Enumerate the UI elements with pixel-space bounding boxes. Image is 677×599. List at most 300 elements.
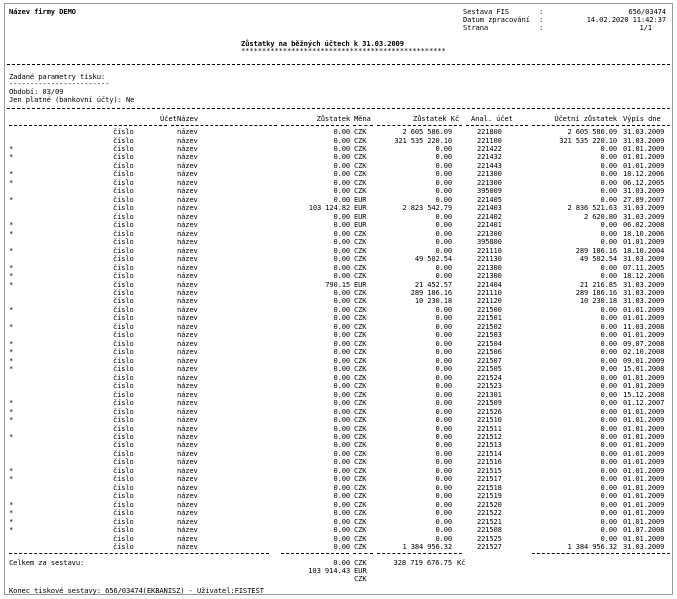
row-statement-date: 31.03.2009 <box>623 127 665 136</box>
row-accounting-balance: 1 384 956.32 <box>567 542 617 551</box>
row-statement-date: 01.01.2009 <box>623 330 665 340</box>
row-balance-czk: 0.00 <box>435 321 452 331</box>
row-currency: CZK <box>354 321 367 331</box>
row-accounting-balance: 289 186.16 <box>575 245 617 255</box>
row-accounting-balance: 0.00 <box>600 143 617 153</box>
row-accounting-balance: 0.00 <box>600 194 617 204</box>
row-accounting-balance: 0.00 <box>600 423 617 433</box>
row-currency: CZK <box>354 415 367 424</box>
row-accounting-balance: 0.00 <box>600 169 617 179</box>
row-account-name: název <box>177 482 198 492</box>
row-account-number: číslo <box>113 508 134 518</box>
row-flag: * <box>9 465 14 475</box>
row-currency: CZK <box>354 262 367 272</box>
row-accounting-balance: 0.00 <box>600 440 617 450</box>
row-account-number: číslo <box>113 491 134 501</box>
row-balance: 0.00 <box>333 321 350 331</box>
row-analytic-account: 221519 <box>477 491 502 501</box>
row-balance: 0.00 <box>333 516 350 526</box>
row-accounting-balance: 0.00 <box>600 381 617 391</box>
row-balance-czk: 0.00 <box>435 482 452 492</box>
row-balance-czk: 0.00 <box>435 177 452 187</box>
row-balance: 0.00 <box>333 152 350 162</box>
row-balance: 0.00 <box>333 135 350 145</box>
row-analytic-account: 221502 <box>477 321 502 331</box>
row-balance-czk: 0.00 <box>435 347 452 357</box>
row-statement-date: 31.03.2009 <box>623 254 665 264</box>
row-statement-date: 18.10.2004 <box>623 245 665 255</box>
processing-date-sep: : <box>539 15 544 24</box>
row-account-number: číslo <box>113 389 134 399</box>
row-account-number: číslo <box>113 127 134 136</box>
row-balance-czk: 0.00 <box>435 448 452 458</box>
row-currency: CZK <box>354 542 367 551</box>
row-account-name: název <box>177 262 198 272</box>
row-account-number: číslo <box>113 304 134 314</box>
row-analytic-account: 221501 <box>477 313 502 323</box>
row-account-name: název <box>177 398 198 407</box>
row-analytic-account: 221512 <box>477 431 502 441</box>
row-flag: * <box>9 262 14 272</box>
row-flag: * <box>9 245 14 255</box>
row-flag: * <box>9 279 14 289</box>
totals-kc-currency: Kč <box>457 558 466 567</box>
row-analytic-account: 221511 <box>477 423 502 433</box>
row-balance-czk: 21 452.57 <box>414 279 452 289</box>
totals-divider <box>9 553 269 554</box>
row-statement-date: 18.12.2006 <box>623 271 665 280</box>
row-accounting-balance: 0.00 <box>600 271 617 280</box>
row-statement-date: 27.09.2007 <box>623 194 665 204</box>
row-balance: 0.00 <box>333 211 350 221</box>
row-statement-date: 31.03.2009 <box>623 542 665 551</box>
page-number-label: Strana <box>463 23 489 32</box>
row-statement-date: 09.01.2009 <box>623 355 665 365</box>
row-currency: CZK <box>354 330 367 340</box>
row-balance-czk: 0.00 <box>435 152 452 162</box>
row-statement-date: 06.02.2008 <box>623 220 665 230</box>
row-currency: CZK <box>354 389 367 399</box>
row-account-number: číslo <box>113 313 134 323</box>
row-balance-czk: 0.00 <box>435 499 452 509</box>
row-analytic-account: 221300 <box>477 262 502 272</box>
row-currency: CZK <box>354 254 367 264</box>
row-balance: 0.00 <box>333 431 350 441</box>
row-currency: CZK <box>354 169 367 179</box>
row-balance: 0.00 <box>333 364 350 374</box>
row-statement-date: 02.10.2008 <box>623 347 665 357</box>
row-balance: 0.00 <box>333 160 350 170</box>
company-name: Název firmy DEMO <box>9 7 76 16</box>
column-underline <box>9 125 167 126</box>
row-accounting-balance: 2 620.80 <box>584 211 617 221</box>
row-balance: 0.00 <box>333 296 350 306</box>
row-account-name: název <box>177 415 198 424</box>
row-analytic-account: 221800 <box>477 127 502 136</box>
totals-label: Celkem za sestavu: <box>9 558 85 567</box>
row-account-number: číslo <box>113 271 134 280</box>
row-balance: 0.00 <box>333 465 350 475</box>
row-accounting-balance: 0.00 <box>600 457 617 467</box>
row-flag: * <box>9 347 14 357</box>
row-currency: CZK <box>354 237 367 247</box>
row-currency: CZK <box>354 465 367 475</box>
row-account-name: název <box>177 228 198 238</box>
row-balance: 0.00 <box>333 415 350 424</box>
row-balance: 0.00 <box>333 143 350 153</box>
row-analytic-account: 221518 <box>477 482 502 492</box>
row-account-name: název <box>177 491 198 501</box>
row-account-number: číslo <box>113 364 134 374</box>
row-accounting-balance: 0.00 <box>600 330 617 340</box>
row-balance-czk: 0.00 <box>435 372 452 382</box>
row-currency: CZK <box>354 533 367 543</box>
row-accounting-balance: 0.00 <box>600 499 617 509</box>
row-balance-czk: 0.00 <box>435 237 452 247</box>
row-flag: * <box>9 499 14 509</box>
row-accounting-balance: 0.00 <box>600 220 617 230</box>
row-account-number: číslo <box>113 287 134 297</box>
row-balance: 0.00 <box>333 372 350 382</box>
row-account-number: číslo <box>113 381 134 391</box>
row-analytic-account: 221517 <box>477 474 502 484</box>
row-accounting-balance: 0.00 <box>600 533 617 543</box>
row-account-name: název <box>177 330 198 340</box>
row-currency: CZK <box>354 440 367 450</box>
row-account-number: číslo <box>113 355 134 365</box>
row-statement-date: 15.01.2008 <box>623 364 665 374</box>
processing-date-value: 14.02.2020 11:42:37 <box>586 15 666 24</box>
row-analytic-account: 221405 <box>477 194 502 204</box>
row-balance-czk: 0.00 <box>435 381 452 391</box>
row-account-name: název <box>177 533 198 543</box>
row-account-name: název <box>177 338 198 348</box>
row-analytic-account: 221524 <box>477 372 502 382</box>
row-balance: 0.00 <box>333 254 350 264</box>
row-balance: 0.00 <box>333 542 350 551</box>
row-analytic-account: 221130 <box>477 254 502 264</box>
row-accounting-balance: 0.00 <box>600 364 617 374</box>
row-statement-date: 01.01.2009 <box>623 237 665 247</box>
row-statement-date: 01.01.2009 <box>623 313 665 323</box>
row-account-number: číslo <box>113 448 134 458</box>
row-analytic-account: 221404 <box>477 279 502 289</box>
row-account-number: číslo <box>113 160 134 170</box>
row-balance: 0.00 <box>333 398 350 407</box>
col-header-nazev: Název <box>177 114 198 123</box>
row-balance: 790.15 <box>325 279 350 289</box>
row-flag: * <box>9 304 14 314</box>
row-account-number: číslo <box>113 152 134 162</box>
row-flag: * <box>9 355 14 365</box>
row-statement-date: 01.01.2009 <box>623 143 665 153</box>
row-account-number: číslo <box>113 296 134 306</box>
row-currency: CZK <box>354 508 367 518</box>
row-balance-czk: 0.00 <box>435 228 452 238</box>
row-account-number: číslo <box>113 194 134 204</box>
row-account-number: číslo <box>113 186 134 196</box>
row-balance-czk: 0.00 <box>435 406 452 416</box>
row-analytic-account: 395800 <box>477 237 502 247</box>
column-underline <box>622 125 670 126</box>
row-currency: CZK <box>354 525 367 535</box>
row-flag: * <box>9 406 14 416</box>
row-balance-czk: 10 230.18 <box>414 296 452 306</box>
row-statement-date: 01.01.2009 <box>623 440 665 450</box>
row-statement-date: 01.01.2009 <box>623 516 665 526</box>
row-analytic-account: 221100 <box>477 135 502 145</box>
page-number-value: 1/1 <box>639 23 652 32</box>
row-statement-date: 01.01.2009 <box>623 465 665 475</box>
row-account-number: číslo <box>113 254 134 264</box>
row-balance-czk: 2 605 586.09 <box>402 127 452 136</box>
row-balance: 0.00 <box>333 338 350 348</box>
row-balance: 0.00 <box>333 287 350 297</box>
row-accounting-balance: 0.00 <box>600 491 617 501</box>
row-balance-czk: 0.00 <box>435 516 452 526</box>
row-account-name: název <box>177 525 198 535</box>
row-statement-date: 31.03.2009 <box>623 211 665 221</box>
row-accounting-balance: 49 502.54 <box>579 254 617 264</box>
row-currency: CZK <box>354 364 367 374</box>
row-balance-czk: 0.00 <box>435 389 452 399</box>
row-currency: CZK <box>354 127 367 136</box>
row-account-name: název <box>177 135 198 145</box>
row-account-number: číslo <box>113 440 134 450</box>
row-currency: CZK <box>354 347 367 357</box>
row-balance: 0.00 <box>333 127 350 136</box>
row-statement-date: 01.12.2007 <box>623 398 665 407</box>
col-header-ucet: Účet <box>160 114 177 123</box>
row-analytic-account: 221525 <box>477 533 502 543</box>
totals-divider <box>532 553 619 554</box>
row-accounting-balance: 0.00 <box>600 482 617 492</box>
row-accounting-balance: 289 186.16 <box>575 287 617 297</box>
row-flag: * <box>9 431 14 441</box>
col-header-anal-ucet: Anal. účet <box>471 114 513 123</box>
row-balance-czk: 0.00 <box>435 211 452 221</box>
row-accounting-balance: 0.00 <box>600 160 617 170</box>
row-account-number: číslo <box>113 279 134 289</box>
row-account-name: název <box>177 186 198 196</box>
totals-divider <box>353 553 373 554</box>
row-accounting-balance: 0.00 <box>600 516 617 526</box>
row-balance-czk: 0.00 <box>435 508 452 518</box>
row-account-name: název <box>177 457 198 467</box>
row-currency: EUR <box>354 220 367 230</box>
row-statement-date: 18.12.2006 <box>623 169 665 179</box>
row-accounting-balance: 0.00 <box>600 262 617 272</box>
row-currency: CZK <box>354 355 367 365</box>
row-analytic-account: 221110 <box>477 287 502 297</box>
row-account-name: název <box>177 372 198 382</box>
row-statement-date: 01.01.2009 <box>623 499 665 509</box>
row-statement-date: 01.01.2009 <box>623 381 665 391</box>
row-account-name: název <box>177 127 198 136</box>
row-analytic-account: 221300 <box>477 228 502 238</box>
report-id-label: Sestava FIS <box>463 7 509 16</box>
row-statement-date: 01.01.2009 <box>623 415 665 424</box>
row-account-name: název <box>177 169 198 179</box>
row-currency: CZK <box>354 177 367 187</box>
row-statement-date: 01.01.2009 <box>623 482 665 492</box>
row-accounting-balance: 10 230.18 <box>579 296 617 306</box>
row-accounting-balance: 0.00 <box>600 406 617 416</box>
row-analytic-account: 221510 <box>477 415 502 424</box>
row-account-number: číslo <box>113 533 134 543</box>
row-statement-date: 01.01.2009 <box>623 508 665 518</box>
row-balance-czk: 0.00 <box>435 313 452 323</box>
row-account-number: číslo <box>113 135 134 145</box>
row-balance-czk: 0.00 <box>435 431 452 441</box>
row-account-number: číslo <box>113 457 134 467</box>
row-account-number: číslo <box>113 220 134 230</box>
row-currency: CZK <box>354 372 367 382</box>
row-accounting-balance: 0.00 <box>600 389 617 399</box>
row-statement-date: 31.03.2009 <box>623 135 665 145</box>
totals-currency: CZK <box>354 558 367 567</box>
row-flag: * <box>9 169 14 179</box>
row-balance-czk: 49 502.54 <box>414 254 452 264</box>
row-currency: CZK <box>354 296 367 306</box>
row-balance: 0.00 <box>333 228 350 238</box>
row-account-name: název <box>177 499 198 509</box>
row-account-number: číslo <box>113 203 134 213</box>
row-account-number: číslo <box>113 542 134 551</box>
row-balance-czk: 0.00 <box>435 491 452 501</box>
row-account-name: název <box>177 321 198 331</box>
row-balance: 0.00 <box>333 330 350 340</box>
row-account-name: název <box>177 143 198 153</box>
row-balance-czk: 0.00 <box>435 194 452 204</box>
column-underline <box>466 125 528 126</box>
row-account-name: název <box>177 304 198 314</box>
row-flag: * <box>9 415 14 424</box>
row-account-number: číslo <box>113 431 134 441</box>
row-balance-czk: 0.00 <box>435 262 452 272</box>
row-currency: CZK <box>354 338 367 348</box>
row-balance: 0.00 <box>333 186 350 196</box>
row-analytic-account: 221515 <box>477 465 502 475</box>
row-flag: * <box>9 516 14 526</box>
row-statement-date: 18.10.2006 <box>623 228 665 238</box>
row-currency: EUR <box>354 211 367 221</box>
params-heading: Zadané parametry tisku: <box>9 72 106 81</box>
row-flag: * <box>9 220 14 230</box>
row-statement-date: 01.01.2009 <box>623 431 665 441</box>
row-statement-date: 31.03.2009 <box>623 296 665 306</box>
row-currency: CZK <box>354 457 367 467</box>
report-footer: Konec tiskové sestavy: 656/03474(EKBANISZ) - Uživatel:FISTEST <box>9 586 264 595</box>
row-balance: 0.00 <box>333 482 350 492</box>
row-currency: CZK <box>354 516 367 526</box>
row-analytic-account: 221300 <box>477 177 502 187</box>
totals-divider <box>377 553 462 554</box>
row-balance: 0.00 <box>333 525 350 535</box>
row-analytic-account: 221432 <box>477 152 502 162</box>
row-accounting-balance: 0.00 <box>600 321 617 331</box>
row-analytic-account: 221513 <box>477 440 502 450</box>
row-account-number: číslo <box>113 262 134 272</box>
row-statement-date: 01.01.2009 <box>623 533 665 543</box>
row-currency: CZK <box>354 482 367 492</box>
row-account-name: název <box>177 152 198 162</box>
totals-amount: 103 914.43 <box>308 566 350 575</box>
row-analytic-account: 221300 <box>477 271 502 280</box>
row-account-number: číslo <box>113 245 134 255</box>
row-accounting-balance: 2 836 521.63 <box>567 203 617 213</box>
row-analytic-account: 221422 <box>477 143 502 153</box>
row-balance: 0.00 <box>333 313 350 323</box>
row-flag: * <box>9 364 14 374</box>
row-currency: CZK <box>354 423 367 433</box>
row-balance: 103 124.82 <box>308 203 350 213</box>
row-balance-czk: 0.00 <box>435 338 452 348</box>
row-currency: CZK <box>354 160 367 170</box>
row-balance: 0.00 <box>333 406 350 416</box>
row-analytic-account: 221526 <box>477 406 502 416</box>
row-balance: 0.00 <box>333 304 350 314</box>
row-flag: * <box>9 143 14 153</box>
row-statement-date: 01.01.2009 <box>623 423 665 433</box>
row-account-name: název <box>177 406 198 416</box>
section-divider <box>7 64 670 65</box>
row-account-name: název <box>177 237 198 247</box>
row-account-name: název <box>177 381 198 391</box>
column-underline <box>281 125 349 126</box>
row-flag: * <box>9 398 14 407</box>
row-currency: CZK <box>354 245 367 255</box>
row-statement-date: 01.07.2008 <box>623 525 665 535</box>
row-accounting-balance: 0.00 <box>600 431 617 441</box>
row-accounting-balance: 0.00 <box>600 338 617 348</box>
row-account-name: název <box>177 211 198 221</box>
row-currency: EUR <box>354 203 367 213</box>
row-balance: 0.00 <box>333 491 350 501</box>
row-flag: * <box>9 525 14 535</box>
row-analytic-account: 221301 <box>477 389 502 399</box>
row-balance: 0.00 <box>333 220 350 230</box>
totals-currency: EUR <box>354 566 367 575</box>
row-balance-czk: 0.00 <box>435 457 452 467</box>
row-accounting-balance: 0.00 <box>600 448 617 458</box>
row-account-name: název <box>177 194 198 204</box>
row-account-number: číslo <box>113 330 134 340</box>
row-flag: * <box>9 152 14 162</box>
row-balance: 0.00 <box>333 389 350 399</box>
row-accounting-balance: 0.00 <box>600 415 617 424</box>
row-balance: 0.00 <box>333 262 350 272</box>
row-balance-czk: 0.00 <box>435 398 452 407</box>
row-flag: * <box>9 228 14 238</box>
row-flag: * <box>9 194 14 204</box>
row-analytic-account: 221527 <box>477 542 502 551</box>
row-currency: CZK <box>354 406 367 416</box>
params-only-valid: Jen platné (bankovní účty): Ne <box>9 95 135 104</box>
row-account-number: číslo <box>113 499 134 509</box>
row-balance: 0.00 <box>333 423 350 433</box>
row-accounting-balance: 0.00 <box>600 177 617 187</box>
row-balance: 0.00 <box>333 169 350 179</box>
row-accounting-balance: 0.00 <box>600 465 617 475</box>
row-account-name: název <box>177 474 198 484</box>
row-account-number: číslo <box>113 143 134 153</box>
row-statement-date: 01.01.2009 <box>623 474 665 484</box>
params-period: Období: 03/09 <box>9 87 64 96</box>
row-account-number: číslo <box>113 177 134 187</box>
params-heading-underline: ------------------------ <box>9 79 110 88</box>
row-analytic-account: 221300 <box>477 169 502 179</box>
